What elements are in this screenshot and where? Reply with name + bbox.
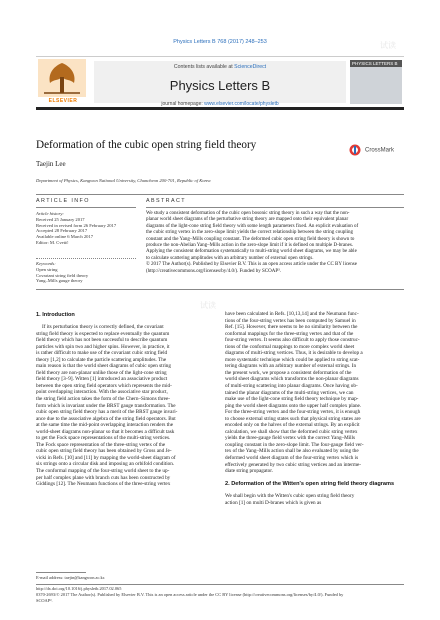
- text-line: yields the three-gauge field vertex with the correct Yang–Mills: [225, 435, 356, 442]
- keyword: Yang–Mills gauge theory: [36, 278, 83, 284]
- text-line: coupling constant in the zero-slope limit. The four-gauge field ver-: [225, 441, 364, 448]
- text-line: point overlapping interaction. With the associative star product,: [36, 389, 168, 396]
- text-line: is rather difficult to make use of the covariant cubic string field: [36, 350, 168, 357]
- divider: [36, 207, 136, 208]
- text-line: four-string vertex. It seems also difficult to apply those construc-: [225, 337, 360, 344]
- text-line: six strings onto a circular disk and imposing an orbifold condition.: [36, 461, 175, 468]
- text-line: If its perturbation theory is correctly defined, the covariant: [42, 324, 164, 330]
- text-line: make use of the light-cone string field theory technique by map-: [225, 396, 359, 403]
- history-label: Article history:: [36, 211, 64, 216]
- abstract-line: planar world sheet diagrams of the perturbative string theory are mapped onto their equivalent planar: [146, 217, 349, 223]
- publisher-name: ELSEVIER: [48, 98, 78, 104]
- sciencedirect-link[interactable]: ScienceDirect: [234, 64, 267, 70]
- journal-header: [36, 56, 404, 110]
- abstract-line: produce the non-Abelian Yang–Mills action in the zero-slope limit if it is defined on multiple D-branes.: [146, 243, 354, 249]
- text-line: tering diagrams with an arbitrary number of external strings. In: [225, 363, 357, 370]
- crossmark-icon: [349, 144, 361, 156]
- text-line: cubic open string field theory has been obtained by Gross and Je-: [36, 448, 172, 455]
- text-line: per half complex plane with branch cuts has been constructed by: [36, 474, 171, 481]
- footnote-divider: [36, 572, 86, 573]
- divider: [36, 258, 136, 259]
- text-line: between the open string field operators which represents the mid-: [36, 382, 172, 389]
- text-line: field theory [3–9]. Witten [1] introduced an associative product: [36, 376, 168, 383]
- history-item: Received in revised form 26 February 2017: [36, 222, 117, 228]
- history-item: Received 25 January 2017: [36, 216, 85, 222]
- text-line: action [1] on multi D-branes which is given as: [225, 499, 322, 506]
- text-line: diate string propagator.: [225, 468, 273, 475]
- intro-right-column: [225, 311, 407, 506]
- text-line: vicki in Refs. [10] and [11] by mapping the world-sheet diagram of: [36, 454, 176, 461]
- paper-title: Deformation of the cubic open string field theory: [36, 139, 257, 151]
- contents-line: [94, 64, 346, 70]
- text-line: main reason is that the world sheet diagrams of cubic open string: [36, 363, 171, 370]
- divider: [36, 584, 404, 585]
- text-line: tions of the four-string vertex has been computed by Samuel in: [225, 317, 356, 324]
- abstract-line: constant and the Yang–Mills coupling constant. The deformed cubic open string field theory is shown to: [146, 236, 355, 242]
- keywords: [36, 261, 142, 284]
- text-line: tions of the conformal mappings to more complex world sheet: [225, 343, 355, 350]
- text-line: of multi-string scattering into planar diagrams. Once having ob-: [225, 383, 358, 390]
- journal-info-box: [94, 61, 346, 107]
- text-line: The Fock space representation of the three-string vertex of the: [36, 441, 166, 448]
- crossmark-label: CrossMark: [365, 147, 395, 154]
- text-line: world-sheet diagrams non-planar so that it becomes a difficult task: [36, 428, 175, 435]
- text-line: to get the Fock space representations of the multi-string vertices.: [36, 435, 171, 442]
- watermark: 试读: [200, 301, 216, 310]
- divider: [36, 289, 404, 290]
- journal-title[interactable]: Physics Letters B: [169, 78, 271, 93]
- copyright: [36, 592, 406, 603]
- text-line: cubic open string field theory has a merit of the BRST gauge invari-: [36, 409, 178, 416]
- abstract-heading: ABSTRACT: [146, 198, 186, 204]
- text-line: tex of the Yang–Mills action shall be also evaluated by using the: [225, 448, 359, 455]
- text-line: For the three-string vertex and the four-string vertex, it is enough: [225, 409, 361, 416]
- text-line: calculation, we shall show that the deformed cubic string vertex: [225, 428, 358, 435]
- text-line: world sheet diagrams which transforms the non-planar diagrams: [225, 376, 359, 383]
- article-info-heading: ARTICLE INFO: [36, 198, 90, 204]
- copyright-line: SCOAP³.: [36, 597, 53, 603]
- history-item: Editor: M. Cvetič: [36, 239, 69, 245]
- intro-left-column: [36, 324, 218, 488]
- author-email[interactable]: E-mail address: taejin@kangwon.ac.kr.: [36, 575, 106, 580]
- contents-prefix: Contents lists available at: [173, 64, 233, 70]
- watermark: 试读: [380, 41, 396, 50]
- text-line: the present work, we propose a consistent deformation of the: [225, 369, 352, 376]
- license-line: © 2017 The Author(s). Published by Elsevier B.V. This is an open access article under the CC BY license: [146, 262, 357, 268]
- text-line: have been calculated in Refs. [10,13,14] and the Neumann func-: [225, 311, 359, 317]
- text-line: to choose external string states such that physical string states are: [225, 415, 361, 422]
- text-line: field theory are non-planar unlike those of the light-cone string: [36, 369, 167, 376]
- text-line: encoded only on the halves of the external strings. By an explicit: [225, 422, 360, 429]
- homepage-link[interactable]: www.elsevier.com/locate/physletb: [204, 101, 279, 107]
- text-line: ance due to the associative algebra of the string field operators. But: [36, 415, 176, 422]
- keywords-label: Keywords:: [36, 261, 56, 266]
- text-line: diagrams of multi-string vertices. Thus, it is desirable to develop a: [225, 350, 363, 357]
- text-line: The conformal mapping of the four-string world sheet to the up-: [36, 468, 170, 475]
- text-line: particles with spin two and higher spins. However, in practice, it: [36, 343, 170, 350]
- text-line: form which is invariant under the BRST gauge transformation. The: [36, 402, 176, 409]
- text-line: ping the world sheet diagrams onto the upper half complex plane.: [225, 402, 362, 409]
- keyword: Open string: [36, 266, 58, 272]
- abstract-line: We study a consistent deformation of the cubic open bosonic string theory in such a way that the non-: [146, 211, 350, 216]
- text-line: tained the planar diagrams of the multi-string vertices, we can: [225, 389, 354, 396]
- intro-heading: 1. Introduction: [36, 312, 75, 318]
- article-history: [36, 211, 142, 246]
- history-item: Accepted 28 February 2017: [36, 228, 88, 234]
- text-line: effectively generated by two cubic string vertices and an interme-: [225, 461, 362, 468]
- text-line: deformed world sheet diagram of the four-string vertex which is: [225, 455, 359, 462]
- affiliation: Department of Physics, Kangwon National University, Chuncheon 200-701, Republic of Korea: [36, 178, 211, 183]
- history-item: Available online 6 March 2017: [36, 234, 94, 240]
- text-line: Giddings [12]. The Neumann functions of the three-string vertex: [36, 481, 171, 488]
- copyright-line: 0370-2693/© 2017 The Author(s). Published by Elsevier B.V. This is an open access article under the CC BY license (http://creativecommons.org/licenses/by/4.0/). Funded by: [36, 592, 344, 597]
- text-line: string field theory is expected to replace eventually the quantum: [36, 330, 170, 337]
- text-line: conformal mappings for the three-string vertex and that of the: [225, 330, 354, 337]
- license-line: (http://creativecommons.org/licenses/by/4.0/). Funded by SCOAP³.: [146, 268, 281, 274]
- abstract-line: diagrams of the light-cone string field theory with some length parameters fixed. An explicit evaluation of: [146, 223, 359, 229]
- text-line: field theory which has not been successful to describe quantum: [36, 337, 168, 344]
- text-line: theory [1,2] to calculate the particle scattering amplitudes. The: [36, 356, 167, 363]
- elsevier-logo[interactable]: [38, 59, 86, 105]
- abstract-line: Applying the consistent deformation systematically to multi-string world sheet diagrams, we may be able: [146, 249, 357, 255]
- abstract-text: [146, 211, 404, 275]
- abstract-line: to calculate scattering amplitudes with an arbitrary number of external open strings.: [146, 255, 314, 261]
- journal-reference[interactable]: Physics Letters B 768 (2017) 248–253: [173, 39, 267, 45]
- author-name[interactable]: Taejin Lee: [36, 160, 66, 168]
- divider: [36, 194, 404, 195]
- divider: [146, 207, 404, 208]
- text-line: more systematic technique which could be applied to string scat-: [225, 356, 360, 363]
- journal-cover[interactable]: [350, 60, 402, 104]
- journal-homepage: journal homepage: www.elsevier.com/locate/physletb: [161, 101, 279, 107]
- text-line: at the same time the mid-point overlapping interaction renders the: [36, 422, 173, 429]
- crossmark-badge[interactable]: [349, 141, 409, 153]
- text-line: the string field action takes the form of the Chern–Simons three-: [36, 396, 170, 403]
- abstract-line: the cubic string vertex in the zero-slope limit yields the correct relationship between the string coupling: [146, 230, 354, 236]
- doi-link[interactable]: http://dx.doi.org/10.1016/j.physletb.2017.02.065: [36, 586, 122, 591]
- text-line: We shall begin with the Witten's cubic open string field theory: [225, 493, 355, 500]
- section-2-heading: 2. Deformation of the Witten's open string field theory diagrams: [225, 480, 395, 487]
- text-line: Ref. [15]. However, there seems to be no similarity between the: [225, 324, 358, 331]
- cover-title: PHYSICS LETTERS B: [350, 60, 402, 67]
- keyword: Covariant string field theory: [36, 272, 89, 278]
